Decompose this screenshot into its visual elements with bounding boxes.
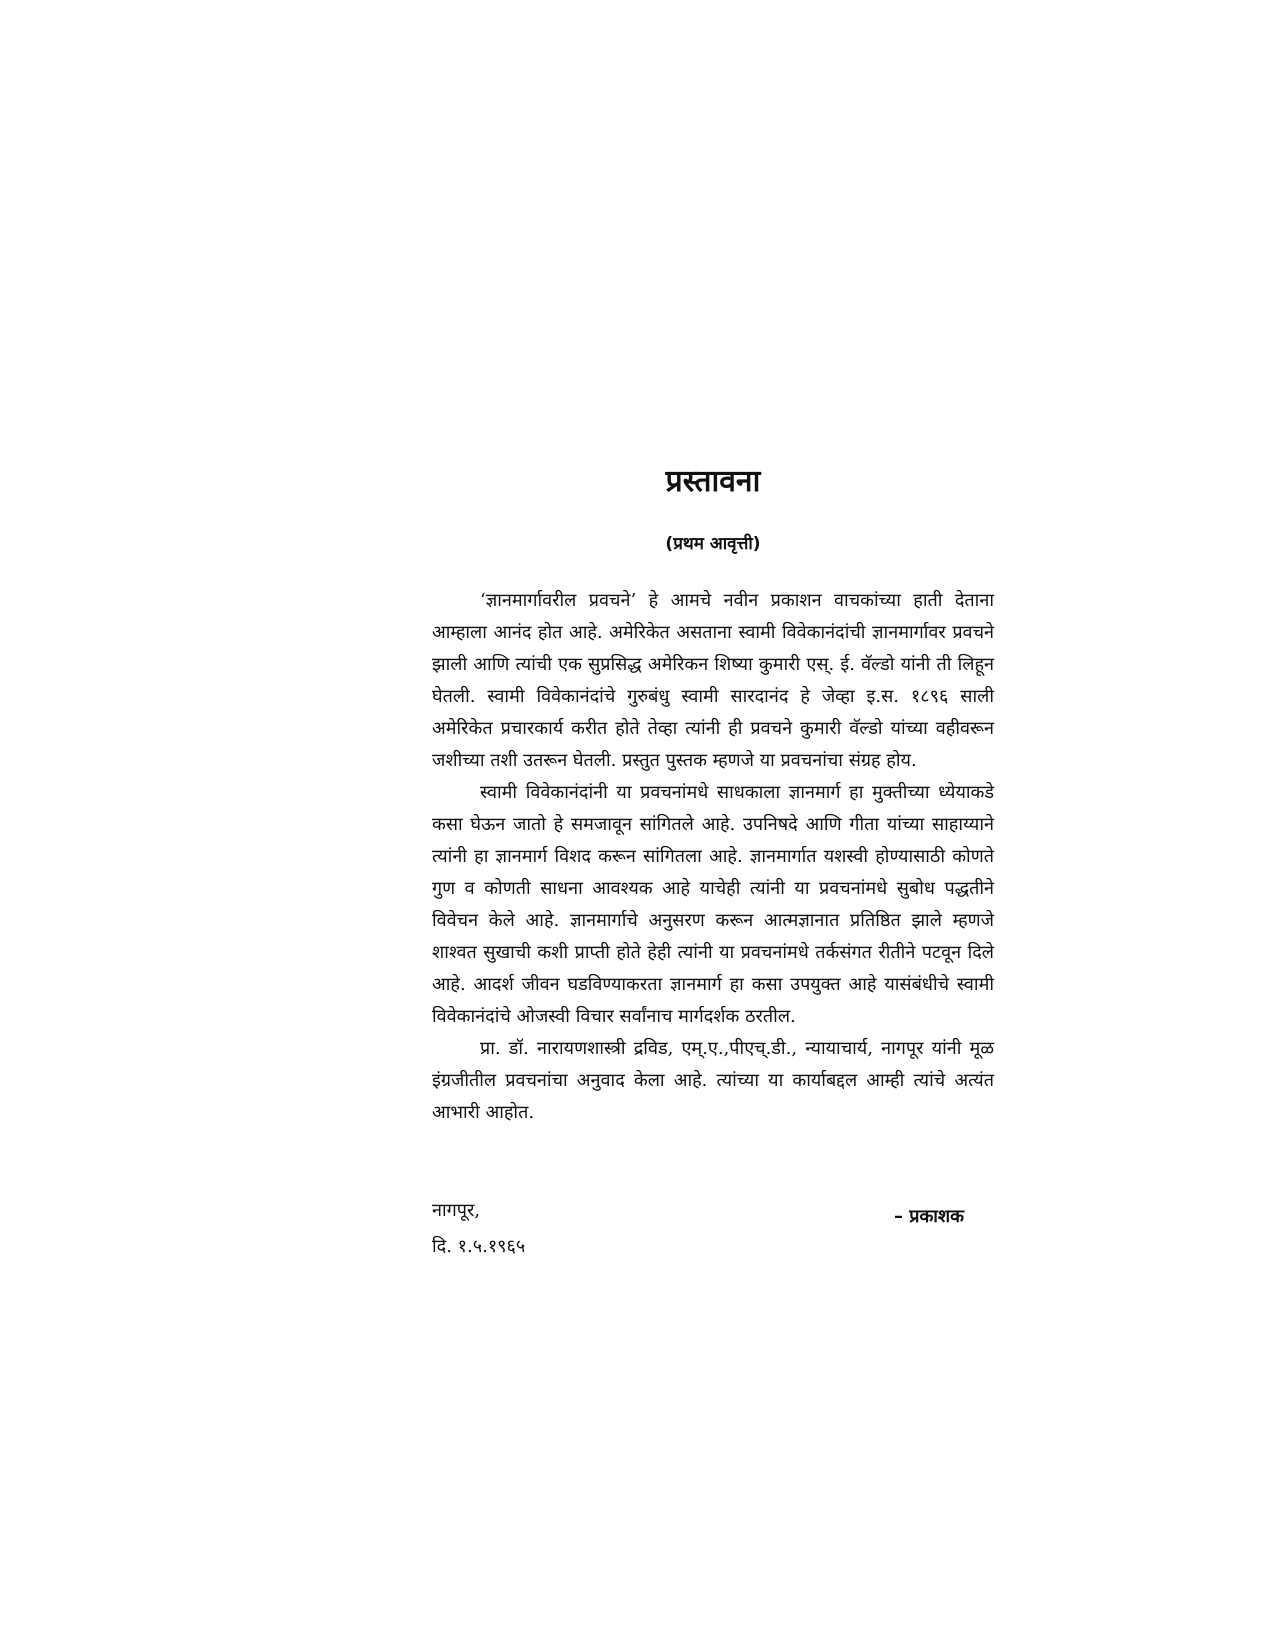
place-label: नागपूर, [432,1200,481,1221]
signature-block [432,1193,994,1265]
paragraph-1: ‘ज्ञानमार्गावरील प्रवचने’ हे आमचे नवीन प्रकाशन वाचकांच्या हाती देताना आम्हाला आनंद होत आहे. अमेरिकेत असताना स्वामी विवेकानंदांची ज्ञानमार्गावर प्रवचने झाली आणि त्यांची एक सुप्रसिद्ध अमेरिकन शिष्या कुमारी एस्. ई. वॅल्डो यांनी ती लिहून घेतली. स्वामी विवेकानंदांचे गुरुबंधु स्वामी सारदानंद हे जेव्हा इ.स. १८९६ साली अमेरिकेत प्रचारकार्य करीत होते तेव्हा त्यांनी ही प्रवचने कुमारी वॅल्डो यांच्या वहीवरून जशीच्या तशी उतरून घेतली. प्रस्तुत पुस्तक म्हणजे या प्रवचनांचा संग्रह होय. [432,590,994,771]
paragraph-2: स्वामी विवेकानंदांनी या प्रवचनांमधे साधकाला ज्ञानमार्ग हा मुक्तीच्या ध्येयाकडे कसा घेऊन जातो हे समजावून सांगितले आहे. उपनिषदे आणि गीता यांच्या साहाय्याने त्यांनी हा ज्ञानमार्ग विशद करून सांगितला आहे. ज्ञानमार्गात यशस्वी होण्यासाठी कोणते गुण व कोणती साधना आवश्यक आहे याचेही त्यांनी या प्रवचनांमधे सुबोध पद्धतीने विवेचन केले आहे. ज्ञानमार्गाचे अनुसरण करून आत्मज्ञानात प्रतिष्ठित झाले म्हणजे शाश्वत सुखाची कशी प्राप्ती होते हेही त्यांनी या प्रवचनांमधे तर्कसंगत रीतीने पटवून दिले आहे. आदर्श जीवन घडविण्याकरता ज्ञानमार्ग हा कसा उपयुक्त आहे यासंबंधीचे स्वामी विवेकानंदांचे ओजस्वी विचार सर्वांनाच मार्गदर्शक ठरतील. [432,782,994,1027]
publisher-signature: – प्रकाशक [893,1206,964,1227]
page-title: प्रस्तावना [665,464,761,499]
paragraph-3: प्रा. डॉ. नारायणशास्त्री द्रविड, एम्.ए.,पीएच्.डी., न्यायाचार्य, नागपूर यांनी मूळ इंग्रजीतील प्रवचनांचा अनुवाद केला आहे. त्यांच्या या कार्याबद्दल आम्ही त्यांचे अत्यंत आभारी आहोत. [432,1038,994,1123]
preface-body [432,585,994,1129]
date-label: दि. १.५.१९६५ [432,1236,526,1257]
edition-subtitle: (प्रथम आवृत्ती) [665,534,761,554]
